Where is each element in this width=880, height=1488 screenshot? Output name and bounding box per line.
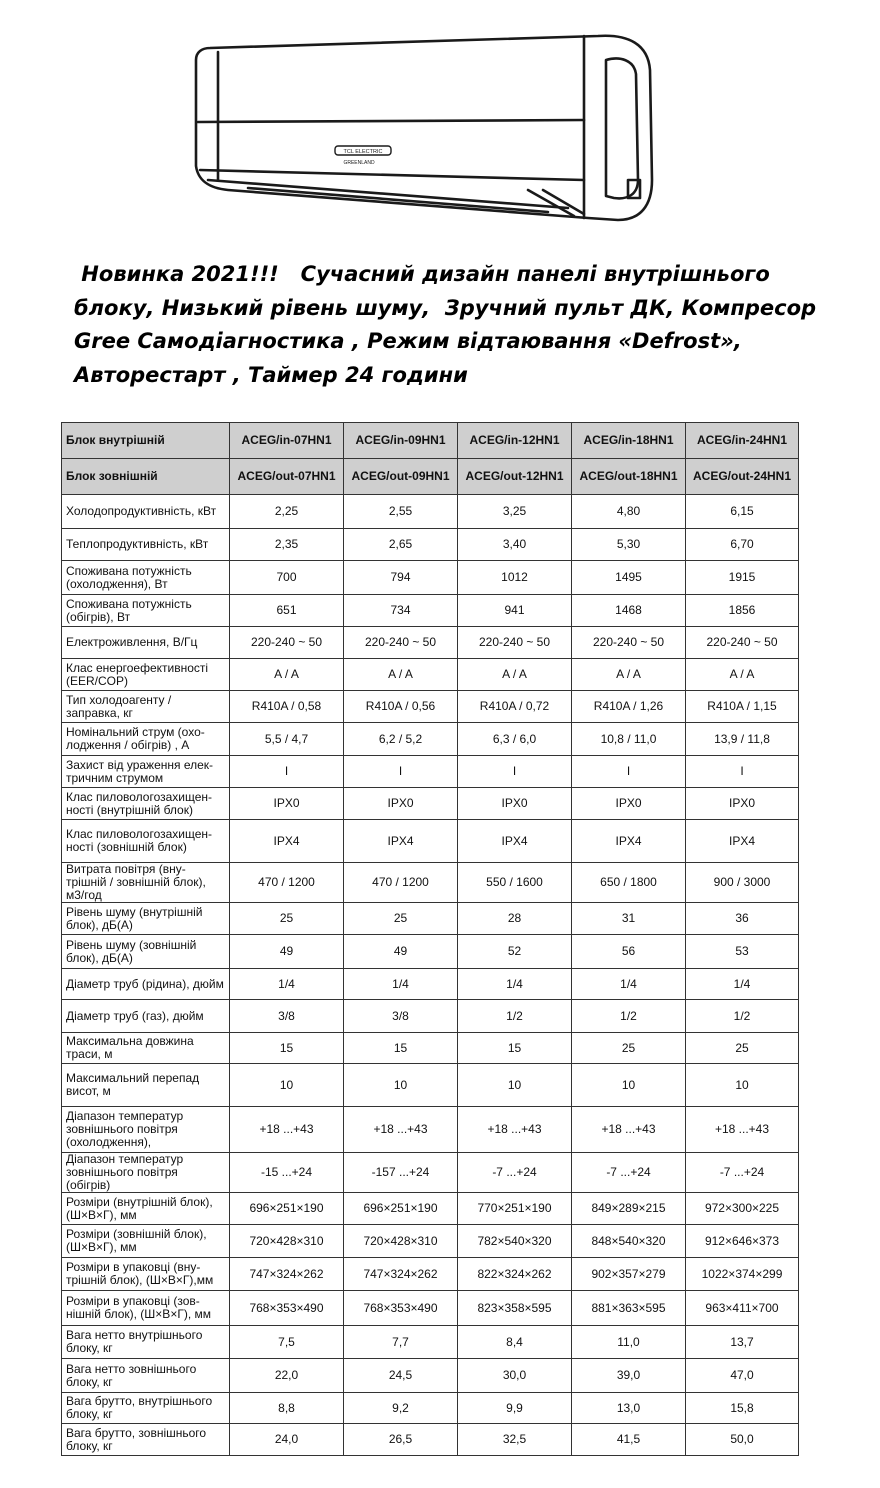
table-cell: 220-240 ~ 50 bbox=[458, 627, 572, 659]
table-cell: 220-240 ~ 50 bbox=[230, 627, 344, 659]
table-cell: 25 bbox=[344, 903, 458, 935]
row-label: Розміри (внутрішній блок), (Ш×В×Г), мм bbox=[62, 1193, 230, 1225]
table-cell: A / A bbox=[230, 659, 344, 691]
row-label: Захист від ураження елек-тричним струмом bbox=[62, 756, 230, 788]
table-row bbox=[62, 969, 799, 1000]
table-cell: A / A bbox=[572, 659, 686, 691]
table-cell: 1/4 bbox=[230, 969, 344, 1000]
table-cell: 6,3 / 6,0 bbox=[458, 723, 572, 756]
table-cell: 734 bbox=[344, 595, 458, 627]
table-cell: 15 bbox=[230, 1033, 344, 1064]
table-cell: 9,9 bbox=[458, 1393, 572, 1424]
table-cell: 848×540×320 bbox=[572, 1225, 686, 1258]
row-label: Максимальний перепад висот, м bbox=[62, 1064, 230, 1107]
table-cell: IPX4 bbox=[230, 820, 344, 863]
table-cell: A / A bbox=[344, 659, 458, 691]
table-cell: 3,25 bbox=[458, 495, 572, 529]
table-cell: +18 ...+43 bbox=[686, 1107, 799, 1153]
table-cell: 30,0 bbox=[458, 1359, 572, 1393]
row-label: Діапазон температур зовнішнього повітря (обігрів) bbox=[62, 1153, 230, 1193]
table-cell: IPX0 bbox=[458, 788, 572, 820]
table-cell: 9,2 bbox=[344, 1393, 458, 1424]
promo-line bbox=[74, 359, 854, 393]
table-cell: 10 bbox=[686, 1064, 799, 1107]
table-cell: I bbox=[230, 756, 344, 788]
table-row bbox=[62, 1064, 799, 1107]
table-row bbox=[62, 1359, 799, 1393]
table-cell: 1012 bbox=[458, 561, 572, 595]
table-cell: 1856 bbox=[686, 595, 799, 627]
row-label: Теплопродуктивність, кВт bbox=[62, 529, 230, 561]
row-label: Номінальний струм (охо-лодження / обігрів) , А bbox=[62, 723, 230, 756]
row-label: Розміри в упаковці (зов-нішній блок), (Ш×В×Г), мм bbox=[62, 1291, 230, 1326]
table-cell: 912×646×373 bbox=[686, 1225, 799, 1258]
table-cell: -7 ...+24 bbox=[458, 1153, 572, 1193]
row-label: Діапазон температур зовнішнього повітря (охолодження), bbox=[62, 1107, 230, 1153]
table-cell: 5,5 / 4,7 bbox=[230, 723, 344, 756]
table-cell: A / A bbox=[686, 659, 799, 691]
table-cell: 902×357×279 bbox=[572, 1258, 686, 1291]
table-cell: ACEG/out-12HN1 bbox=[458, 459, 572, 495]
table-cell: +18 ...+43 bbox=[458, 1107, 572, 1153]
table-cell: 822×324×262 bbox=[458, 1258, 572, 1291]
table-cell: 2,35 bbox=[230, 529, 344, 561]
table-cell: 1/2 bbox=[572, 1000, 686, 1033]
table-cell: 13,9 / 11,8 bbox=[686, 723, 799, 756]
table-cell: 10,8 / 11,0 bbox=[572, 723, 686, 756]
table-cell: 24,5 bbox=[344, 1359, 458, 1393]
specification-table bbox=[61, 422, 799, 1456]
table-cell: 1/2 bbox=[686, 1000, 799, 1033]
table-cell: 31 bbox=[572, 903, 686, 935]
table-cell: +18 ...+43 bbox=[344, 1107, 458, 1153]
brand-name-text: GREENLAND bbox=[343, 160, 375, 166]
table-cell: 770×251×190 bbox=[458, 1193, 572, 1225]
table-cell: 49 bbox=[230, 935, 344, 969]
row-label: Розміри (зовнішній блок), (Ш×В×Г), мм bbox=[62, 1225, 230, 1258]
table-cell: 470 / 1200 bbox=[230, 863, 344, 903]
table-cell: 881×363×595 bbox=[572, 1291, 686, 1326]
table-cell: 470 / 1200 bbox=[344, 863, 458, 903]
table-cell: 10 bbox=[230, 1064, 344, 1107]
table-row bbox=[62, 723, 799, 756]
table-row bbox=[62, 529, 799, 561]
table-cell: 2,65 bbox=[344, 529, 458, 561]
promo-line-2: блоку, Низький рівень шуму, Зручний пульт ДК, Компресор bbox=[74, 295, 817, 320]
table-cell: 4,80 bbox=[572, 495, 686, 529]
table-cell: 36 bbox=[686, 903, 799, 935]
table-row bbox=[62, 1326, 799, 1359]
table-cell: R410A / 0,58 bbox=[230, 691, 344, 723]
table-cell: R410A / 1,26 bbox=[572, 691, 686, 723]
table-cell: 768×353×490 bbox=[230, 1291, 344, 1326]
table-cell: 26,5 bbox=[344, 1424, 458, 1456]
table-cell: 747×324×262 bbox=[344, 1258, 458, 1291]
table-cell: 900 / 3000 bbox=[686, 863, 799, 903]
table-row bbox=[62, 903, 799, 935]
table-cell: -7 ...+24 bbox=[686, 1153, 799, 1193]
table-cell: 651 bbox=[230, 595, 344, 627]
row-label: Вага нетто внутрішнього блоку, кг bbox=[62, 1326, 230, 1359]
table-cell: I bbox=[344, 756, 458, 788]
table-row bbox=[62, 788, 799, 820]
table-cell: 696×251×190 bbox=[230, 1193, 344, 1225]
row-label: Витрата повітря (вну-трішній / зовнішній блок), м3/год bbox=[62, 863, 230, 903]
table-row bbox=[62, 935, 799, 969]
table-cell: ACEG/out-24HN1 bbox=[686, 459, 799, 495]
table-cell: 50,0 bbox=[686, 1424, 799, 1456]
table-cell: R410A / 1,15 bbox=[686, 691, 799, 723]
table-row bbox=[62, 495, 799, 529]
table-cell: 11,0 bbox=[572, 1326, 686, 1359]
table-cell: 3,40 bbox=[458, 529, 572, 561]
table-cell: ACEG/in-24HN1 bbox=[686, 423, 799, 459]
table-cell: 696×251×190 bbox=[344, 1193, 458, 1225]
table-cell: ACEG/out-18HN1 bbox=[572, 459, 686, 495]
table-cell: 1/4 bbox=[686, 969, 799, 1000]
table-cell: 220-240 ~ 50 bbox=[572, 627, 686, 659]
table-cell: IPX4 bbox=[344, 820, 458, 863]
table-cell: 2,55 bbox=[344, 495, 458, 529]
table-cell: A / A bbox=[458, 659, 572, 691]
row-label: Блок внутрішній bbox=[62, 423, 230, 459]
table-cell: 1/4 bbox=[344, 969, 458, 1000]
promo-line-3: Gree Самодіагностика , Режим відтаювання «Defrost», bbox=[74, 329, 742, 353]
table-cell: 39,0 bbox=[572, 1359, 686, 1393]
table-cell: 10 bbox=[572, 1064, 686, 1107]
promo-line bbox=[74, 292, 854, 326]
promo-line bbox=[74, 325, 854, 359]
table-cell: 550 / 1600 bbox=[458, 863, 572, 903]
table-cell: 5,30 bbox=[572, 529, 686, 561]
table-cell: 13,0 bbox=[572, 1393, 686, 1424]
table-row bbox=[62, 595, 799, 627]
table-cell: ACEG/in-18HN1 bbox=[572, 423, 686, 459]
table-cell: ACEG/in-09HN1 bbox=[344, 423, 458, 459]
table-row bbox=[62, 820, 799, 863]
table-cell: IPX4 bbox=[686, 820, 799, 863]
table-cell: 13,7 bbox=[686, 1326, 799, 1359]
table-cell: 1/4 bbox=[572, 969, 686, 1000]
table-cell: 768×353×490 bbox=[344, 1291, 458, 1326]
table-cell: 25 bbox=[572, 1033, 686, 1064]
table-cell: I bbox=[572, 756, 686, 788]
table-cell: IPX0 bbox=[344, 788, 458, 820]
table-row bbox=[62, 863, 799, 903]
table-cell: 32,5 bbox=[458, 1424, 572, 1456]
table-cell: 22,0 bbox=[230, 1359, 344, 1393]
table-cell: 1495 bbox=[572, 561, 686, 595]
row-label: Максимальна довжина траси, м bbox=[62, 1033, 230, 1064]
table-row bbox=[62, 1193, 799, 1225]
table-cell: 7,5 bbox=[230, 1326, 344, 1359]
table-row bbox=[62, 1393, 799, 1424]
row-label: Холодопродуктивність, кВт bbox=[62, 495, 230, 529]
table-cell: -157 ...+24 bbox=[344, 1153, 458, 1193]
table-row bbox=[62, 691, 799, 723]
table-cell: -15 ...+24 bbox=[230, 1153, 344, 1193]
table-cell: 8,8 bbox=[230, 1393, 344, 1424]
table-row bbox=[62, 659, 799, 691]
table-cell: IPX0 bbox=[572, 788, 686, 820]
table-cell: 650 / 1800 bbox=[572, 863, 686, 903]
table-cell: R410A / 0,72 bbox=[458, 691, 572, 723]
row-label: Розміри в упаковці (вну-трішній блок), (Ш×В×Г),мм bbox=[62, 1258, 230, 1291]
table-cell: 53 bbox=[686, 935, 799, 969]
table-cell: 747×324×262 bbox=[230, 1258, 344, 1291]
promo-text bbox=[74, 258, 854, 392]
table-cell: 1468 bbox=[572, 595, 686, 627]
brand-badge-text: TCL ELECTRIC bbox=[343, 149, 383, 155]
row-label: Споживана потужність (обігрів), Вт bbox=[62, 595, 230, 627]
table-cell: 1/4 bbox=[458, 969, 572, 1000]
table-cell: 720×428×310 bbox=[230, 1225, 344, 1258]
table-row bbox=[62, 627, 799, 659]
table-cell: 24,0 bbox=[230, 1424, 344, 1456]
table-cell: 6,15 bbox=[686, 495, 799, 529]
table-cell: 849×289×215 bbox=[572, 1193, 686, 1225]
promo-line bbox=[74, 258, 854, 292]
table-cell: I bbox=[458, 756, 572, 788]
promo-line-1: Новинка 2021!!! Сучасний дизайн панелі внутрішнього bbox=[74, 262, 770, 286]
table-cell: -7 ...+24 bbox=[572, 1153, 686, 1193]
row-label: Тип холодоагенту / заправка, кг bbox=[62, 691, 230, 723]
table-cell: 15 bbox=[458, 1033, 572, 1064]
row-label: Блок зовнішній bbox=[62, 459, 230, 495]
table-cell: 25 bbox=[686, 1033, 799, 1064]
table-row bbox=[62, 1424, 799, 1456]
table-cell: +18 ...+43 bbox=[230, 1107, 344, 1153]
table-row bbox=[62, 1107, 799, 1153]
table-cell: 7,7 bbox=[344, 1326, 458, 1359]
table-row bbox=[62, 1000, 799, 1033]
table-cell: 941 bbox=[458, 595, 572, 627]
row-label: Клас пиловологозахищен-ності (внутрішній блок) bbox=[62, 788, 230, 820]
table-row bbox=[62, 1291, 799, 1326]
table-cell: 6,2 / 5,2 bbox=[344, 723, 458, 756]
row-label: Клас енергоефективності (EER/COP) bbox=[62, 659, 230, 691]
table-cell: IPX4 bbox=[572, 820, 686, 863]
table-row bbox=[62, 561, 799, 595]
table-cell: 963×411×700 bbox=[686, 1291, 799, 1326]
table-cell: +18 ...+43 bbox=[572, 1107, 686, 1153]
specification-table-body bbox=[62, 423, 799, 1456]
table-cell: 8,4 bbox=[458, 1326, 572, 1359]
table-cell: 15 bbox=[344, 1033, 458, 1064]
table-row bbox=[62, 1258, 799, 1291]
table-header-row bbox=[62, 459, 799, 495]
table-cell: 52 bbox=[458, 935, 572, 969]
table-cell: 6,70 bbox=[686, 529, 799, 561]
table-cell: ACEG/in-12HN1 bbox=[458, 423, 572, 459]
table-cell: ACEG/in-07HN1 bbox=[230, 423, 344, 459]
table-row bbox=[62, 1225, 799, 1258]
air-conditioner-illustration bbox=[188, 30, 654, 222]
table-cell: 794 bbox=[344, 561, 458, 595]
table-cell: ACEG/out-09HN1 bbox=[344, 459, 458, 495]
table-cell: IPX0 bbox=[686, 788, 799, 820]
promo-line-4: Авторестарт , Таймер 24 години bbox=[74, 362, 468, 387]
row-label: Діаметр труб (газ), дюйм bbox=[62, 1000, 230, 1033]
row-label: Вага нетто зовнішнього блоку, кг bbox=[62, 1359, 230, 1393]
table-header-row bbox=[62, 423, 799, 459]
row-label: Електроживлення, В/Гц bbox=[62, 627, 230, 659]
table-cell: 56 bbox=[572, 935, 686, 969]
table-cell: 25 bbox=[230, 903, 344, 935]
table-cell: 720×428×310 bbox=[344, 1225, 458, 1258]
row-label: Рівень шуму (внутрішній блок), дБ(А) bbox=[62, 903, 230, 935]
table-cell: 3/8 bbox=[344, 1000, 458, 1033]
table-cell: 2,25 bbox=[230, 495, 344, 529]
table-cell: 10 bbox=[458, 1064, 572, 1107]
row-label: Рівень шуму (зовнішній блок), дБ(А) bbox=[62, 935, 230, 969]
row-label: Клас пиловологозахищен-ності (зовнішній блок) bbox=[62, 820, 230, 863]
table-cell: 1915 bbox=[686, 561, 799, 595]
table-cell: 220-240 ~ 50 bbox=[686, 627, 799, 659]
table-cell: 700 bbox=[230, 561, 344, 595]
table-row bbox=[62, 756, 799, 788]
table-cell: 28 bbox=[458, 903, 572, 935]
table-cell: 3/8 bbox=[230, 1000, 344, 1033]
table-row bbox=[62, 1153, 799, 1193]
row-label: Вага брутто, внутрішнього блоку, кг bbox=[62, 1393, 230, 1424]
table-cell: 15,8 bbox=[686, 1393, 799, 1424]
row-label: Вага брутто, зовнішнього блоку, кг bbox=[62, 1424, 230, 1456]
table-cell: I bbox=[686, 756, 799, 788]
table-cell: 1022×374×299 bbox=[686, 1258, 799, 1291]
table-cell: 220-240 ~ 50 bbox=[344, 627, 458, 659]
table-cell: IPX0 bbox=[230, 788, 344, 820]
row-label: Споживана потужність (охолодження), Вт bbox=[62, 561, 230, 595]
table-cell: 47,0 bbox=[686, 1359, 799, 1393]
table-cell: IPX4 bbox=[458, 820, 572, 863]
table-row bbox=[62, 1033, 799, 1064]
table-cell: 782×540×320 bbox=[458, 1225, 572, 1258]
table-cell: 10 bbox=[344, 1064, 458, 1107]
table-cell: 49 bbox=[344, 935, 458, 969]
table-cell: 1/2 bbox=[458, 1000, 572, 1033]
table-cell: 41,5 bbox=[572, 1424, 686, 1456]
row-label: Діаметр труб (рідина), дюйм bbox=[62, 969, 230, 1000]
table-cell: 823×358×595 bbox=[458, 1291, 572, 1326]
table-cell: 972×300×225 bbox=[686, 1193, 799, 1225]
table-cell: ACEG/out-07HN1 bbox=[230, 459, 344, 495]
table-cell: R410A / 0,56 bbox=[344, 691, 458, 723]
